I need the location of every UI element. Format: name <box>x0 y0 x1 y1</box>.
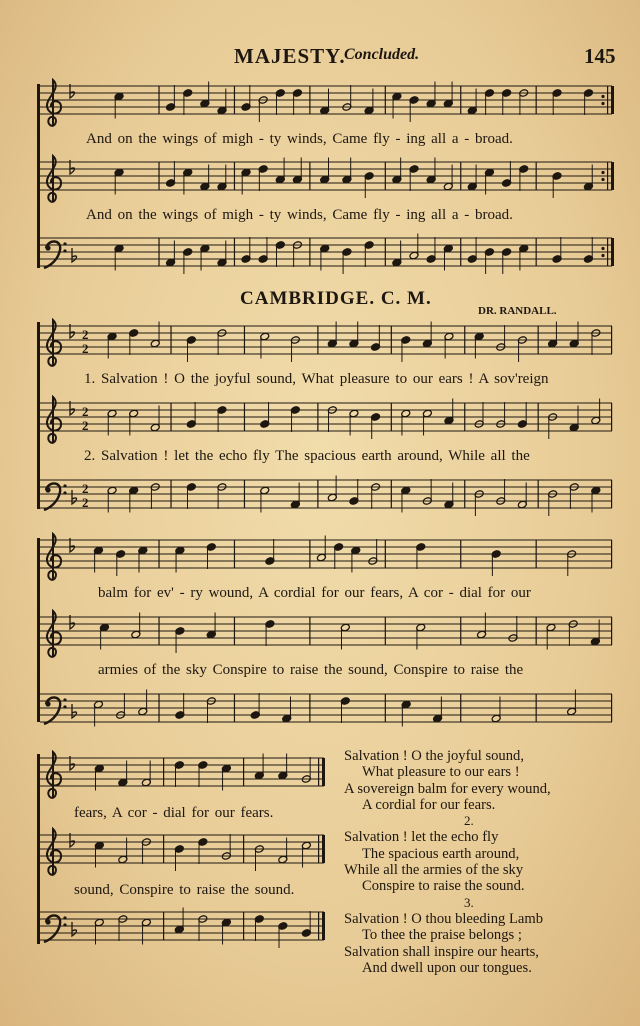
treble-clef <box>47 397 61 443</box>
bar-line <box>536 540 537 568</box>
time-signature-top: 2 <box>82 404 89 419</box>
bass-clef-dot <box>45 919 50 924</box>
system-brace <box>37 538 40 722</box>
repeat-dot <box>601 171 604 174</box>
bar-line <box>317 403 318 431</box>
bar-line <box>244 480 245 508</box>
bass-clef <box>44 241 60 268</box>
bass-clef-dot <box>45 701 50 706</box>
time-signature-top: 2 <box>82 327 89 342</box>
repeat-dot <box>601 102 604 105</box>
bar-line <box>322 912 325 940</box>
bar-line <box>385 540 386 568</box>
bar-line <box>234 238 235 266</box>
bar-line <box>536 86 537 114</box>
poem-line: The spacious earth around, <box>362 845 520 862</box>
bar-line <box>611 326 612 354</box>
bar-line <box>611 238 614 266</box>
bar-line <box>243 758 244 786</box>
bar-line <box>318 758 319 786</box>
bar-line <box>611 403 612 431</box>
poem-line: Salvation ! O the joyful sound, <box>344 748 524 764</box>
hymn-title: CAMBRIDGE. C. M. <box>240 288 432 309</box>
bar-line <box>607 86 608 114</box>
poem-line: A cordial for our fears. <box>362 796 496 813</box>
bar-line <box>460 540 461 568</box>
lyric-system3-line2: sound, Conspire to raise the sound. <box>74 882 295 898</box>
bar-line <box>170 326 171 354</box>
bar-line <box>234 617 235 645</box>
bar-line <box>158 86 159 114</box>
bar-line <box>391 403 392 431</box>
bar-line <box>611 617 612 645</box>
bar-line <box>391 326 392 354</box>
bar-line <box>464 326 465 354</box>
poem-line: Conspire to raise the sound. <box>362 878 525 895</box>
bar-line <box>536 162 537 190</box>
bass-clef <box>44 915 60 942</box>
system-brace <box>37 322 40 509</box>
lyric-system2-line1: balm for ev' - ry wound, A cordial for our fears, A cor - dial for our <box>98 585 531 601</box>
bar-line <box>385 162 386 190</box>
bar-line <box>385 617 386 645</box>
bass-clef-dot <box>45 487 50 492</box>
bar-line <box>607 238 608 266</box>
bass-clef <box>44 483 60 510</box>
bar-line <box>244 326 245 354</box>
bar-line <box>538 403 539 431</box>
bass-clef <box>44 697 60 724</box>
flat-sign <box>72 922 77 936</box>
bar-line <box>309 238 310 266</box>
composer-name: DR. RANDALL. <box>478 305 557 317</box>
verse-number: 2. <box>464 813 474 829</box>
bar-line <box>460 238 461 266</box>
bar-line <box>460 86 461 114</box>
time-signature-bottom: 2 <box>82 495 89 510</box>
bar-line <box>158 162 159 190</box>
treble-clef <box>47 611 61 657</box>
bar-line <box>309 694 310 722</box>
repeat-dot <box>601 95 604 98</box>
bar-line <box>243 912 244 940</box>
poem-line: Salvation ! let the echo fly <box>344 829 499 846</box>
bar-line <box>234 694 235 722</box>
flat-sign <box>72 248 77 262</box>
bar-line <box>170 403 171 431</box>
bar-line <box>611 162 614 190</box>
bass-clef-dot <box>45 245 50 250</box>
bar-line <box>309 86 310 114</box>
bar-line <box>385 694 386 722</box>
bar-line <box>243 835 244 863</box>
bar-line <box>158 540 159 568</box>
bar-line <box>536 617 537 645</box>
lyric-majesty-alto: And on the wings of migh - ty winds, Came fly - ing all a - broad. <box>86 207 513 223</box>
bar-line <box>234 162 235 190</box>
bar-line <box>170 480 171 508</box>
treble-clef <box>47 752 61 798</box>
treble-clef <box>47 156 61 202</box>
poem-line: And dwell upon our tongues. <box>362 959 532 976</box>
tune-subtitle: Concluded. <box>344 46 420 63</box>
poem-line: While all the armies of the sky <box>344 862 524 879</box>
lyric-system2-line2: armies of the sky Conspire to raise the sound, Conspire to raise the <box>98 662 524 678</box>
bar-line <box>317 326 318 354</box>
bar-line <box>391 480 392 508</box>
bar-line <box>536 694 537 722</box>
bar-line <box>611 480 612 508</box>
time-signature-top: 2 <box>82 481 89 496</box>
page-number: 145 <box>584 44 616 68</box>
bar-line <box>322 758 325 786</box>
treble-clef <box>47 534 61 580</box>
lyric-system3-line1: fears, A cor - dial for our fears. <box>74 805 274 821</box>
bar-line <box>385 86 386 114</box>
bar-line <box>607 162 608 190</box>
bass-clef-dot <box>63 249 66 252</box>
bar-line <box>317 480 318 508</box>
flat-sign <box>72 490 77 504</box>
bar-line <box>538 480 539 508</box>
bar-line <box>322 835 325 863</box>
bar-line <box>309 617 310 645</box>
bar-line <box>611 694 612 722</box>
bar-line <box>309 540 310 568</box>
poem-line: Salvation shall inspire our hearts, <box>344 943 539 960</box>
bar-line <box>464 403 465 431</box>
bass-clef-dot <box>63 705 66 708</box>
poem-line: A sovereign balm for every wound, <box>344 780 551 797</box>
bar-line <box>460 694 461 722</box>
lyric-system1-line1: 1. Salvation ! O the joyful sound, What pleasure to our ears ! A sov'reign <box>84 371 549 387</box>
bass-clef-dot <box>63 242 66 245</box>
bass-clef-dot <box>63 916 66 919</box>
tune-title: MAJESTY. <box>234 44 346 68</box>
hymn-text-verses <box>344 748 634 976</box>
treble-clef <box>47 80 61 126</box>
bar-line <box>309 162 310 190</box>
bar-line <box>385 238 386 266</box>
time-signature-bottom: 2 <box>82 341 89 356</box>
bar-line <box>234 540 235 568</box>
bass-clef-dot <box>63 698 66 701</box>
bar-line <box>318 835 319 863</box>
system-brace <box>37 84 40 268</box>
bass-clef-dot <box>63 491 66 494</box>
bar-line <box>158 694 159 722</box>
bar-line <box>460 162 461 190</box>
treble-clef <box>47 829 61 875</box>
repeat-dot <box>601 254 604 257</box>
bar-line <box>163 758 164 786</box>
treble-clef <box>47 320 61 366</box>
bar-line <box>158 617 159 645</box>
bass-clef-dot <box>63 923 66 926</box>
poem-line: Salvation ! O thou bleeding Lamb <box>344 910 544 927</box>
bar-line <box>318 912 319 940</box>
flat-sign <box>72 704 77 718</box>
bar-line <box>464 480 465 508</box>
poem-line: What pleasure to our ears ! <box>362 764 520 781</box>
verse-number: 3. <box>464 894 474 910</box>
lyric-system1-line2: 2. Salvation ! let the echo fly The spacious earth around, While all the <box>84 448 530 464</box>
bass-clef-dot <box>63 484 66 487</box>
bar-line <box>538 326 539 354</box>
bar-line <box>158 238 159 266</box>
lyric-majesty-treble: And on the wings of migh - ty winds, Came fly - ing all a - broad. <box>86 131 513 147</box>
bar-line <box>163 835 164 863</box>
poem-line: To thee the praise belongs ; <box>362 927 522 944</box>
bar-line <box>460 617 461 645</box>
bar-line <box>611 86 614 114</box>
time-signature-bottom: 2 <box>82 418 89 433</box>
bar-line <box>234 86 235 114</box>
bar-line <box>536 238 537 266</box>
bar-line <box>163 912 164 940</box>
bar-line <box>244 403 245 431</box>
system-brace <box>37 754 40 944</box>
bar-line <box>611 540 612 568</box>
repeat-dot <box>601 178 604 181</box>
repeat-dot <box>601 247 604 250</box>
